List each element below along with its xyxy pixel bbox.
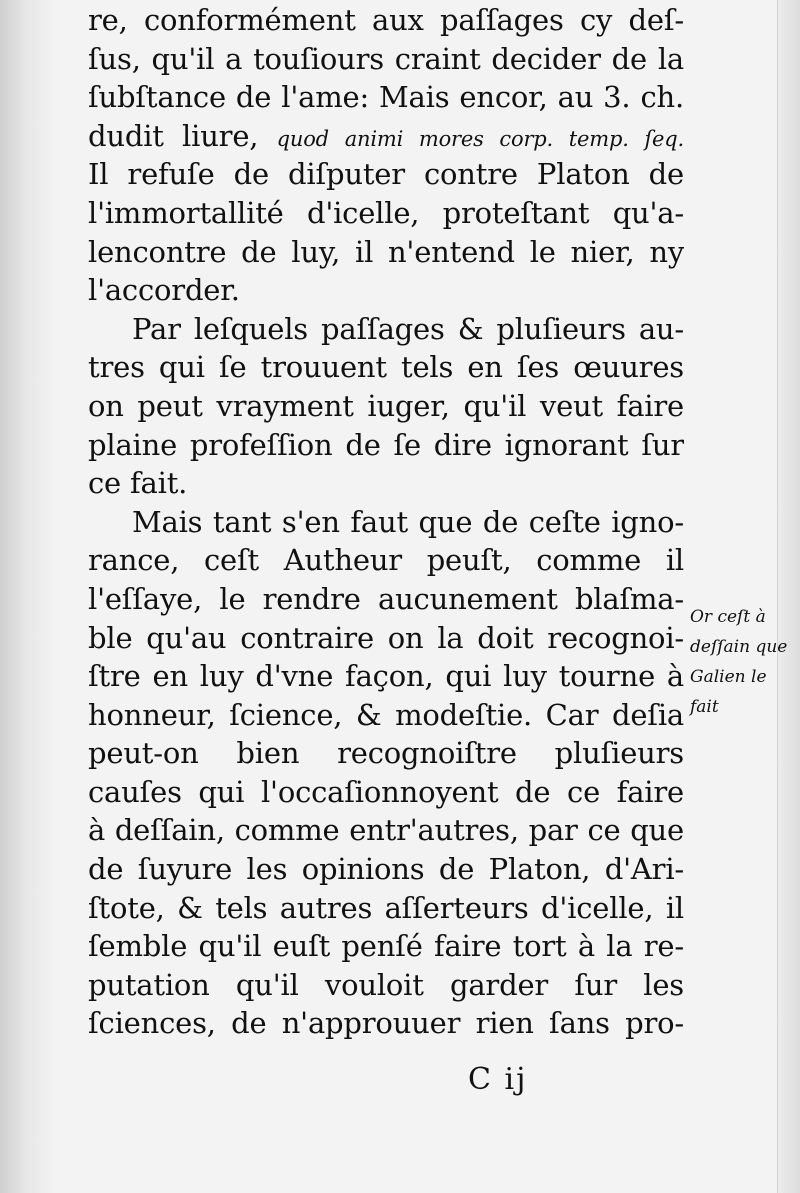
text-line: à deſſain, comme entr'autres, par ce que	[88, 813, 684, 848]
text-line: Mais tant s'en faut que de ceſte igno-	[132, 504, 684, 539]
text-line: honneur, ſcience, & modeſtie. Car deſia	[88, 697, 684, 732]
margin-note-line: Or ceſt à	[690, 607, 766, 627]
text-line: l'immortallité d'icelle, proteſtant qu'a-	[88, 195, 684, 230]
text-line: rance, ceſt Autheur peuſt, comme il	[88, 543, 684, 578]
text-line: ſus, qu'il a touſiours craint decider de la	[88, 41, 684, 76]
text-line: l'accorder.	[88, 273, 240, 308]
text-line: re, conformément aux paſſages cy deſ-	[88, 3, 684, 37]
text-line: de ſuyure les opinions de Platon, d'Ari-	[88, 852, 684, 887]
text-line: ſtote, & tels autres aſſerteurs d'icelle, il	[88, 890, 684, 925]
margin-note	[690, 602, 790, 722]
text-line: lencontre de luy, il n'entend le nier, ny	[88, 234, 684, 269]
body-text	[88, 0, 684, 1043]
text-line: Il refuſe de diſputer contre Platon de	[88, 157, 684, 192]
text-line: on peut vrayment iuger, qu'il veut faire	[88, 388, 684, 423]
latin-quote: quod animi mores corp. temp. ſeq.	[276, 126, 684, 151]
text-line: cauſes qui l'occaſionnoyent de ce faire	[88, 774, 684, 809]
text-line: ce fait.	[88, 466, 188, 501]
text-line: tres qui ſe trouuent tels en ſes œuures	[88, 350, 684, 385]
text-line: ble qu'au contraire on la doit recognoi-	[88, 620, 684, 655]
text-line: peut-on bien recognoiſtre pluſieurs	[88, 736, 684, 771]
margin-note-line: deſſain que	[690, 637, 788, 657]
text-line: ſtre en luy d'vne façon, qui luy tourne à	[88, 659, 684, 694]
text-line: ſemble qu'il euſt penſé faire tort à la re-	[88, 929, 684, 964]
text-line	[88, 117, 684, 156]
signature-mark: C ij	[468, 1062, 528, 1097]
page-edge	[777, 0, 800, 1193]
text-line: ſubſtance de l'ame: Mais encor, au 3. ch.	[88, 80, 684, 115]
text-line: Par leſquels paſſages & pluſieurs au-	[132, 311, 684, 346]
text-line-lead: dudit liure,	[88, 118, 259, 153]
text-line: ſciences, de n'approuuer rien ſans pro-	[88, 1006, 684, 1041]
text-line: l'eſſaye, le rendre aucunement blaſma-	[88, 581, 684, 616]
margin-note-line: fait	[690, 697, 719, 717]
text-line: putation qu'il vouloit garder ſur les	[88, 967, 684, 1002]
text-line: plaine profeſſion de ſe dire ignorant ſur	[88, 427, 684, 462]
margin-note-line: Galien le	[690, 667, 767, 687]
binding-gutter	[0, 0, 55, 1193]
